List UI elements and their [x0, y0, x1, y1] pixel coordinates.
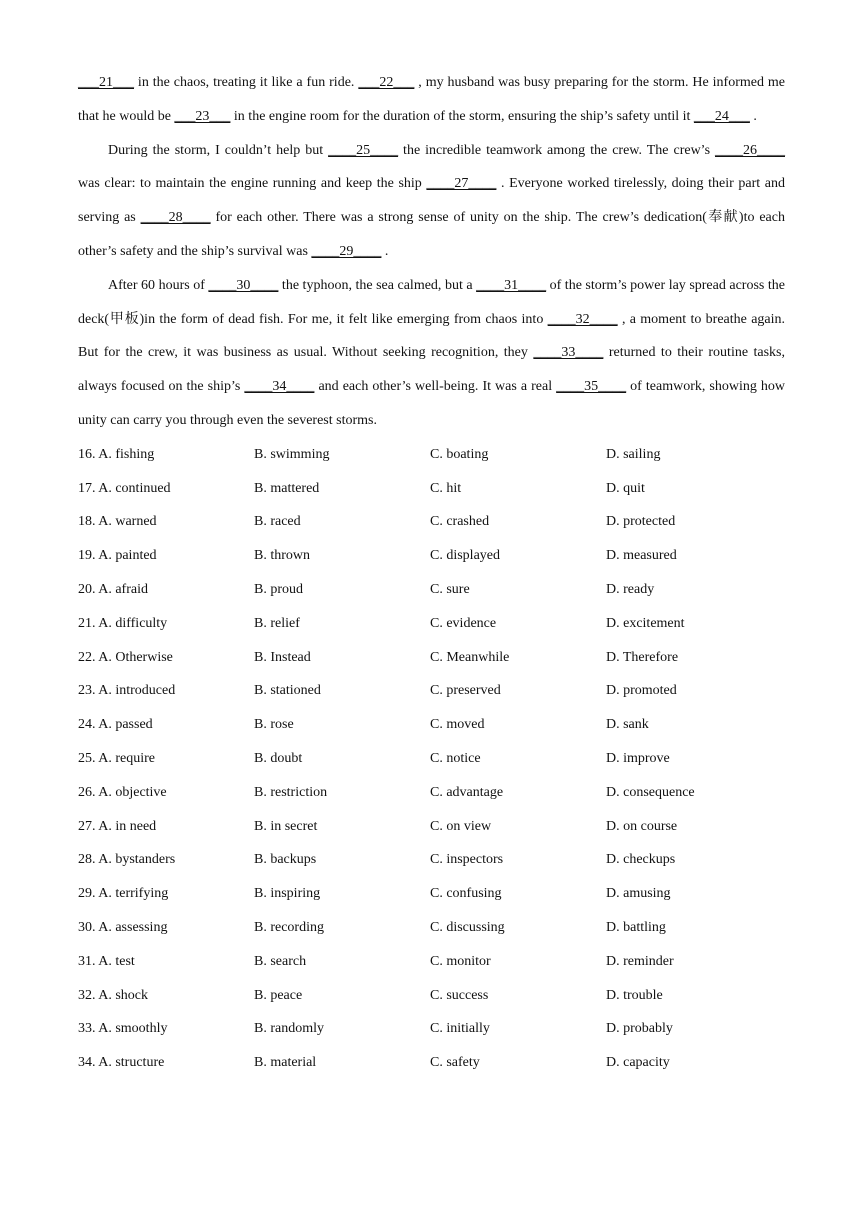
passage-text: of the storm’s power lay spread across the deck(甲板)in the form of dead fish. For me, it felt like emerging from chaos into [78, 277, 785, 327]
option-c: C. evidence [430, 615, 497, 631]
option-b: B. thrown [254, 548, 310, 564]
option-a: 19. A. painted [78, 548, 157, 564]
answer-blank: ____30____ [208, 277, 279, 293]
passage-text: the typhoon, the sea calmed, but a [278, 277, 477, 293]
option-a: 26. A. objective [78, 784, 167, 800]
option-c: C. advantage [430, 784, 504, 800]
option-d: D. improve [606, 750, 670, 766]
answer-blank: ____33____ [533, 345, 604, 361]
option-a: 23. A. introduced [78, 683, 176, 699]
option-c: C. displayed [430, 548, 500, 564]
option-c: C. initially [430, 1021, 490, 1037]
passage-text: of teamwork, showing how unity can carry you through even the severest storms. [78, 379, 786, 428]
option-a: 33. A. smoothly [78, 1021, 168, 1037]
option-a: 18. A. warned [78, 514, 157, 530]
passage-text: the incredible teamwork among the crew. The crew’s [398, 142, 715, 158]
option-c: C. inspectors [430, 852, 504, 868]
option-b: B. search [254, 953, 307, 969]
document-page [78, 66, 785, 1080]
question-row [78, 539, 785, 573]
passage [78, 66, 785, 438]
option-d: D. trouble [606, 987, 663, 1003]
answer-blank: ____26____ [715, 142, 785, 158]
question-row [78, 843, 785, 877]
option-d: D. quit [606, 480, 645, 496]
option-b: B. swimming [254, 446, 330, 462]
answer-blank: ___21___ [78, 75, 134, 90]
passage-text: in the engine room for the duration of the storm, ensuring the ship’s safety until it [230, 108, 694, 124]
option-c: C. moved [430, 717, 485, 733]
option-a: 24. A. passed [78, 717, 153, 733]
option-a: 25. A. require [78, 750, 155, 766]
question-row [78, 979, 785, 1013]
option-d: D. battling [606, 919, 666, 935]
answer-blank: ____32____ [547, 311, 618, 327]
option-d: D. sank [606, 717, 649, 733]
answer-blank: ____35____ [556, 379, 627, 395]
option-a: 17. A. continued [78, 480, 171, 496]
option-a: 29. A. terrifying [78, 886, 169, 902]
option-c: C. on view [430, 818, 492, 834]
answer-blank: ____31____ [476, 277, 547, 293]
option-a: 31. A. test [78, 953, 135, 969]
option-b: B. relief [254, 615, 300, 631]
question-row [78, 776, 785, 810]
passage-text: returned to their routine tasks, always focused on the ship’s [78, 345, 786, 395]
passage-text: . [749, 108, 757, 124]
option-c: C. Meanwhile [430, 649, 510, 665]
option-d: D. capacity [606, 1055, 670, 1071]
option-d: D. checkups [606, 852, 676, 868]
question-row [78, 641, 785, 675]
answer-blank: ___23___ [174, 108, 231, 124]
answer-blank: ___22___ [358, 75, 415, 90]
question-row [78, 573, 785, 607]
answer-blank: ____28____ [140, 210, 211, 226]
question-row [78, 1012, 785, 1046]
answer-blank: ___24___ [693, 108, 750, 124]
option-d: D. amusing [606, 886, 671, 902]
question-row [78, 810, 785, 844]
option-c: C. confusing [430, 886, 502, 902]
passage-paragraph [78, 134, 785, 269]
option-a: 20. A. afraid [78, 581, 148, 597]
passage-text: and each other’s well-being. It was a real [314, 379, 557, 395]
option-a: 32. A. shock [78, 987, 148, 1003]
option-b: B. mattered [254, 480, 320, 496]
passage-text: After 60 hours of [108, 277, 209, 293]
option-a: 16. A. fishing [78, 446, 155, 462]
option-b: B. doubt [254, 750, 303, 766]
option-a: 28. A. bystanders [78, 852, 176, 868]
option-c: C. success [430, 987, 489, 1003]
passage-text: . [381, 243, 389, 259]
option-d: D. protected [606, 514, 676, 530]
option-c: C. preserved [430, 683, 501, 699]
option-b: B. randomly [254, 1021, 324, 1037]
option-b: B. restriction [254, 784, 328, 800]
option-b: B. material [254, 1055, 317, 1071]
passage-paragraph [78, 269, 785, 438]
option-d: D. excitement [606, 615, 685, 631]
option-b: B. peace [254, 987, 303, 1003]
question-row [78, 945, 785, 979]
option-b: B. rose [254, 717, 294, 733]
question-row [78, 742, 785, 776]
option-a: 27. A. in need [78, 818, 157, 834]
option-b: B. stationed [254, 683, 321, 699]
option-d: D. sailing [606, 446, 661, 462]
passage-text: , a moment to breathe again. But for the crew, it was business as usual. Without seeking recognition, they [78, 311, 786, 361]
option-d: D. measured [606, 548, 677, 564]
option-d: D. consequence [606, 784, 695, 800]
option-a: 34. A. structure [78, 1055, 165, 1071]
option-b: B. recording [254, 919, 324, 935]
option-d: D. ready [606, 581, 655, 597]
option-a: 22. A. Otherwise [78, 649, 173, 665]
option-a: 30. A. assessing [78, 919, 168, 935]
option-a: 21. A. difficulty [78, 615, 168, 631]
answer-blank: ____29____ [311, 243, 382, 259]
option-d: D. Therefore [606, 649, 679, 665]
option-d: D. probably [606, 1021, 673, 1037]
passage-text: , my husband was busy preparing for the storm. He informed me that he would be [78, 75, 786, 124]
question-row [78, 674, 785, 708]
option-c: C. sure [430, 581, 470, 597]
option-c: C. monitor [430, 953, 491, 969]
passage-text: in the chaos, treating it like a fun ride. [134, 75, 359, 90]
question-row [78, 708, 785, 742]
question-row [78, 911, 785, 945]
passage-text: . Everyone worked tirelessly, doing their part and serving as [78, 176, 785, 226]
option-b: B. backups [254, 852, 317, 868]
passage-paragraph [78, 66, 785, 134]
question-row [78, 505, 785, 539]
option-b: B. raced [254, 514, 301, 530]
answer-blank: ____27____ [426, 176, 497, 192]
question-row [78, 607, 785, 641]
answer-blank: ____25____ [328, 142, 399, 158]
option-c: C. boating [430, 446, 489, 462]
option-c: C. crashed [430, 514, 490, 530]
option-c: C. notice [430, 750, 481, 766]
question-row [78, 472, 785, 506]
option-b: B. Instead [254, 649, 311, 665]
question-row [78, 438, 785, 472]
option-d: D. reminder [606, 953, 674, 969]
options-list [78, 438, 785, 1080]
passage-text: for each other. There was a strong sense of unity on the ship. The crew’s dedication(奉献)to each other’s safety and the ship’s survival was [78, 210, 785, 259]
option-b: B. inspiring [254, 886, 321, 902]
option-c: C. hit [430, 480, 462, 496]
question-row [78, 1046, 785, 1080]
option-b: B. in secret [254, 818, 318, 834]
option-c: C. safety [430, 1055, 480, 1071]
option-c: C. discussing [430, 919, 505, 935]
question-row [78, 877, 785, 911]
passage-text: During the storm, I couldn’t help but [108, 142, 329, 158]
option-d: D. promoted [606, 683, 677, 699]
answer-blank: ____34____ [244, 379, 315, 395]
option-b: B. proud [254, 581, 303, 597]
option-d: D. on course [606, 818, 678, 834]
passage-text: was clear: to maintain the engine running and keep the ship [78, 176, 427, 192]
